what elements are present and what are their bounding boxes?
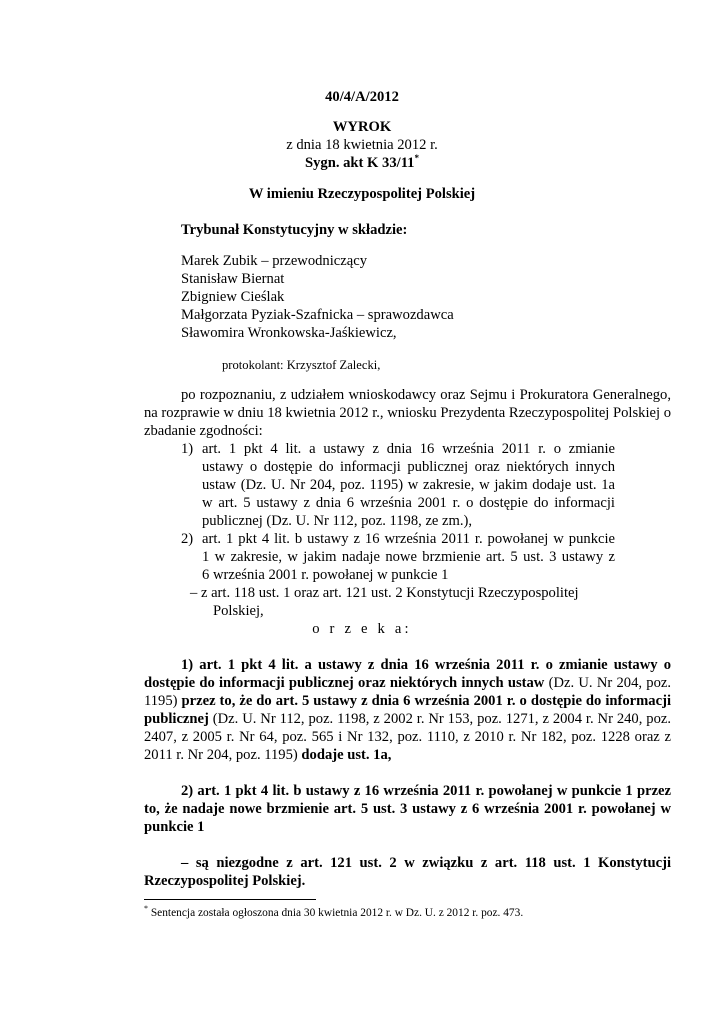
panel-member: Zbigniew Cieślak xyxy=(181,289,285,305)
list-item-line: ustaw (Dz. U. Nr 204, poz. 1195) w zakresie, w jakim dodaje ust. 1a xyxy=(202,477,615,493)
intro-line-3: zbadanie zgodności: xyxy=(144,423,263,439)
intro-line-2: na rozprawie w dniu 18 kwietnia 2012 r., wniosku Prezydenta Rzeczypospolitej Polskiej o xyxy=(144,405,671,421)
ruling-point-1-line-2 xyxy=(144,674,671,692)
challenged-provisions-list xyxy=(181,440,615,620)
ruling-conclusion-line-1 xyxy=(181,854,671,872)
ruling-text: to, że nadaje nowe brzmienie art. 5 ust. 3 ustawy z 6 września 2001 r. powołanej w xyxy=(144,801,671,817)
ruling-text-bold: dodaje ust. 1a, xyxy=(297,747,392,763)
panel-heading: Trybunał Konstytucyjny w składzie: xyxy=(181,222,408,238)
signature-text: Sygn. akt K 33/11 xyxy=(305,155,415,171)
ruling-point-1-line-6 xyxy=(144,746,391,764)
ruling-point-1-line-4 xyxy=(144,710,671,728)
list-item-number: 1) xyxy=(181,441,194,457)
ruling-text: 1) art. 1 pkt 4 lit. a ustawy z dnia 16 września 2011 r. o zmianie ustawy o xyxy=(181,657,671,673)
intro-line xyxy=(144,404,671,422)
ruling-point-1-line-1 xyxy=(181,656,671,674)
constitution-reference-line-2: Polskiej, xyxy=(213,603,264,619)
ruling-point-2-line-3: punkcie 1 xyxy=(144,819,205,835)
panel-member: Małgorzata Pyziak-Szafnicka – sprawozdawca xyxy=(181,307,454,323)
footnote-marker: * xyxy=(144,904,148,914)
list-item-line: art. 1 pkt 4 lit. a ustawy z dnia 16 września 2011 r. o zmianie xyxy=(202,441,615,457)
case-number: 40/4/A/2012 xyxy=(325,89,399,105)
list-item-number: 2) xyxy=(181,531,194,547)
ruling-point-1-line-3 xyxy=(144,692,671,710)
document-type: WYROK xyxy=(332,119,392,135)
intro-line xyxy=(181,386,671,404)
ruling-text: – są niezgodne z art. 121 ust. 2 w związku z art. 118 ust. 1 Konstytucji xyxy=(181,855,671,871)
verdict-heading xyxy=(0,620,724,638)
footnote-ref-marker: * xyxy=(414,153,419,164)
constitution-reference xyxy=(181,584,615,620)
ruling-text-normal: 1195) xyxy=(144,693,178,709)
panel-member: Marek Zubik – przewodniczący xyxy=(181,253,367,269)
ruling-point-1-line-5 xyxy=(144,728,671,746)
ruling-point-2-line-1 xyxy=(181,782,671,800)
ruling-text: 2407, z 2005 r. Nr 64, poz. 565 i Nr 132, poz. 1110, z 2010 r. Nr 182, poz. 1228 oraz z xyxy=(144,729,671,745)
ruling-text-normal: (Dz. U. Nr 112, poz. 1198, z 2002 r. Nr 153, poz. 1271, z 2004 r. Nr 240, poz. xyxy=(208,711,671,727)
footnote-divider xyxy=(144,899,316,900)
intro-line-1: po rozpoznaniu, z udziałem wnioskodawcy oraz Sejmu i Prokuratora Generalnego, xyxy=(181,387,671,403)
panel-member: Sławomira Wronkowska-Jaśkiewicz, xyxy=(181,325,397,341)
list-item xyxy=(181,530,615,584)
list-item-line: art. 1 pkt 4 lit. b ustawy z 16 września 2011 r. powołanej w punkcie xyxy=(202,531,615,547)
ruling-text xyxy=(144,692,671,710)
ruling-text-normal: (Dz. U. Nr 204, poz. xyxy=(544,675,671,691)
panel-member: Stanisław Biernat xyxy=(181,271,285,287)
ruling-text xyxy=(144,710,671,728)
ruling-text-bold: przez to, że do art. 5 ustawy z dnia 6 września 2001 r. o dostępie do informacji xyxy=(177,693,671,709)
invocation: W imieniu Rzeczypospolitej Polskiej xyxy=(248,186,476,202)
list-item-line: publicznej (Dz. U. Nr 112, poz. 1198, ze zm.), xyxy=(202,513,473,529)
list-item xyxy=(181,440,615,530)
footnote xyxy=(144,906,523,920)
case-signature xyxy=(0,154,724,172)
list-item-line: 1 w zakresie, w jakim nadaje nowe brzmienie art. 5 ust. 3 ustawy z xyxy=(202,549,615,565)
ruling-text xyxy=(144,674,671,692)
ruling-conclusion-line-2: Rzeczypospolitej Polskiej. xyxy=(144,873,306,889)
constitution-reference-line-1: – z art. 118 ust. 1 oraz art. 121 ust. 2 Konstytucji Rzeczypospolitej xyxy=(190,585,579,601)
judgment-date: z dnia 18 kwietnia 2012 r. xyxy=(286,137,438,153)
ruling-text-bold: dostępie do informacji publicznej oraz niektórych innych ustaw xyxy=(144,675,545,691)
ruling-text: 2) art. 1 pkt 4 lit. b ustawy z 16 września 2011 r. powołanej w punkcie 1 przez xyxy=(181,783,671,799)
verdict-word: o r z e k a: xyxy=(312,621,412,637)
court-clerk: protokolant: Krzysztof Zalecki, xyxy=(222,358,381,372)
footnote-text: Sentencja została ogłoszona dnia 30 kwietnia 2012 r. w Dz. U. z 2012 r. poz. 473. xyxy=(148,907,524,919)
ruling-text-normal: 2011 r. Nr 204, poz. 1195) xyxy=(144,747,298,763)
list-item-line: w art. 5 ustawy z dnia 6 września 2001 r. o dostępie do informacji xyxy=(202,495,615,511)
list-item-line: 6 września 2001 r. powołanej w punkcie 1 xyxy=(202,567,449,583)
list-item-line: ustawy o dostępie do informacji publicznej oraz niektórych innych xyxy=(202,459,615,475)
ruling-point-2-line-2 xyxy=(144,800,671,818)
ruling-text-bold: publicznej xyxy=(144,711,209,727)
